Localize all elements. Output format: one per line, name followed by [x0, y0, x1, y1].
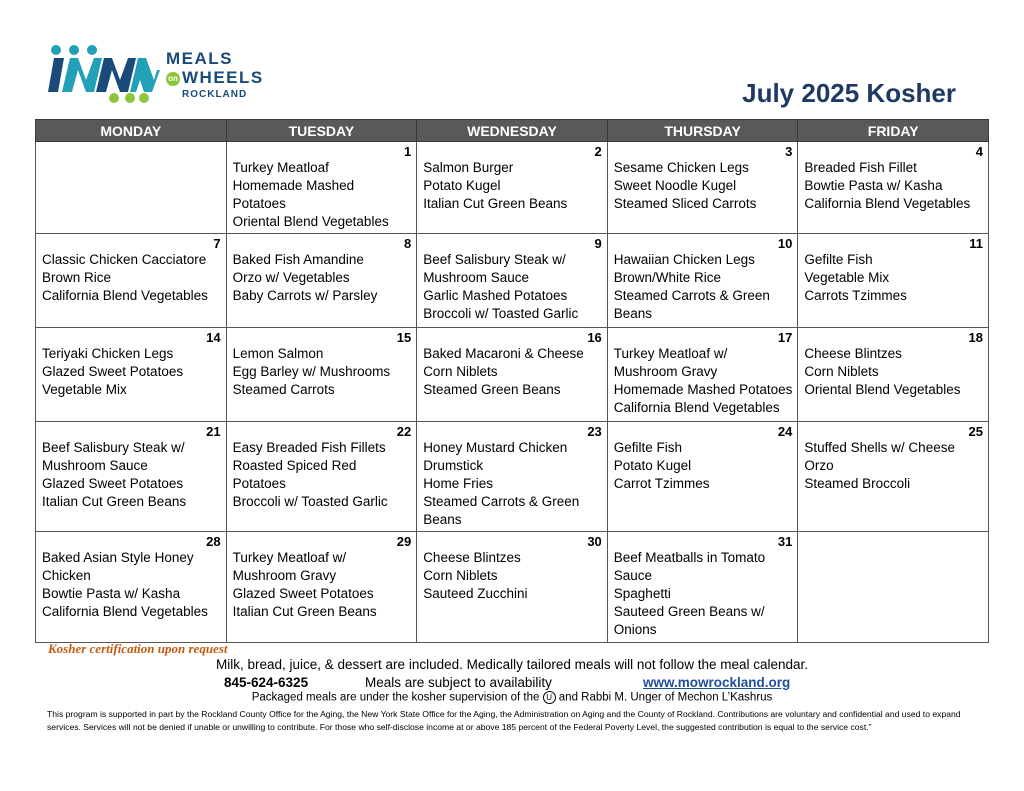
menu-item: Bowtie Pasta w/ Kasha	[42, 586, 181, 601]
menu-item: Mushroom Sauce	[42, 458, 148, 473]
menu-item: Chicken	[42, 568, 91, 583]
day-cell	[417, 142, 608, 234]
day-number: 24	[777, 424, 793, 439]
logo-on-badge: on	[166, 72, 180, 86]
ou-kosher-symbol-icon: U	[543, 691, 556, 704]
day-number: 22	[396, 424, 412, 439]
day-number: 21	[206, 424, 221, 439]
menu-item: Corn Niblets	[423, 364, 498, 379]
menu-item: Salmon Burger	[423, 160, 514, 175]
menu-item: Homemade Mashed Potatoes	[613, 382, 793, 397]
menu-item: Stuffed Shells w/ Cheese	[804, 440, 955, 455]
day-number: 7	[213, 236, 221, 251]
menu-item: Homemade Mashed	[232, 178, 355, 193]
menu-item: Home Fries	[423, 476, 493, 491]
menu-item: Vegetable Mix	[804, 270, 890, 285]
menu-item: Potato Kugel	[423, 178, 501, 193]
menu-item: Carrot Tzimmes	[613, 476, 710, 491]
menu-item: Italian Cut Green Beans	[232, 604, 377, 619]
menu-item: Potato Kugel	[613, 458, 692, 473]
menu-item: Broccoli w/ Toasted Garlic	[232, 494, 388, 509]
menu-item: Baked Asian Style Honey	[42, 550, 194, 565]
day-number: 30	[587, 534, 602, 549]
menu-item: Steamed Carrots	[232, 382, 335, 397]
day-number: 3	[785, 144, 793, 159]
menu-item: Oriental Blend Vegetables	[232, 214, 389, 229]
menu-calendar	[35, 119, 989, 643]
menu-item: Mushroom Gravy	[232, 568, 337, 583]
website-link[interactable]: www.mowrockland.org	[643, 675, 791, 690]
weekday-header: THURSDAY	[607, 120, 798, 142]
menu-item: Steamed Carrots & Green	[423, 494, 580, 509]
menu-item: Potatoes	[232, 196, 286, 211]
page-title: July 2025 Kosher	[742, 78, 956, 108]
menu-item: Brown/White Rice	[613, 270, 722, 285]
day-number: 9	[594, 236, 602, 251]
menu-item: California Blend Vegetables	[42, 288, 208, 303]
menu-item: Sauteed Green Beans w/	[613, 604, 765, 619]
day-number: 28	[206, 534, 221, 549]
logo-wordmark	[166, 50, 264, 100]
menu-item: Steamed Green Beans	[423, 382, 561, 397]
day-cell	[36, 532, 227, 643]
menu-item: Easy Breaded Fish Fillets	[232, 440, 386, 455]
logo-rockland-text: ROCKLAND	[182, 89, 248, 100]
menu-item: Carrots Tzimmes	[804, 288, 907, 303]
phone-number: 845-624-6325	[224, 675, 309, 690]
menu-item: Bowtie Pasta w/ Kasha	[804, 178, 943, 193]
meals-on-wheels-logo	[44, 40, 266, 106]
day-number: 31	[777, 534, 793, 549]
day-cell	[798, 142, 989, 234]
menu-item: Sauce	[613, 568, 653, 583]
day-cell	[417, 532, 608, 643]
menu-item: Beans	[423, 512, 462, 527]
logo-meals-text: MEALS	[166, 49, 233, 68]
menu-item: Vegetable Mix	[42, 382, 127, 397]
day-cell	[226, 422, 417, 532]
menu-item: Sesame Chicken Legs	[613, 160, 749, 175]
day-cell	[36, 422, 227, 532]
menu-item: Broccoli w/ Toasted Garlic	[423, 306, 579, 321]
menu-item: Glazed Sweet Potatoes	[232, 586, 374, 601]
included-items-note: Milk, bread, juice, & dessert are included. Medically tailored meals will not follow the meal calendar.	[215, 657, 809, 672]
week-row	[36, 142, 989, 234]
menu-item: Beef Salisbury Steak w/	[42, 440, 185, 455]
weekday-header: FRIDAY	[798, 120, 989, 142]
kashrus-text-pre: Packaged meals are under the kosher supervision of the	[251, 691, 540, 704]
logo-mark-icon	[44, 40, 164, 106]
day-number: 10	[777, 236, 793, 251]
day-cell	[798, 328, 989, 422]
day-number: 29	[396, 534, 412, 549]
day-cell	[607, 234, 798, 328]
day-cell	[607, 422, 798, 532]
day-number: 8	[403, 236, 412, 251]
menu-item: Sweet Noodle Kugel	[613, 178, 737, 193]
menu-item: Roasted Spiced Red	[232, 458, 357, 473]
weekday-header: TUESDAY	[226, 120, 417, 142]
menu-item: California Blend Vegetables	[804, 196, 971, 211]
week-row	[36, 328, 989, 422]
menu-item: Beef Salisbury Steak w/	[423, 252, 566, 267]
menu-item: Baked Macaroni & Cheese	[423, 346, 584, 361]
menu-item: Italian Cut Green Beans	[423, 196, 568, 211]
calendar-body	[36, 142, 989, 643]
day-number: 1	[403, 144, 412, 159]
day-cell	[798, 422, 989, 532]
day-cell	[226, 142, 417, 234]
day-cell	[36, 142, 227, 234]
menu-item: Orzo	[804, 458, 834, 473]
day-number	[42, 144, 221, 159]
menu-item: Steamed Broccoli	[804, 476, 911, 491]
menu-item: Egg Barley w/ Mushrooms	[232, 364, 391, 379]
day-cell	[417, 422, 608, 532]
day-cell	[226, 532, 417, 643]
menu-item: Corn Niblets	[804, 364, 879, 379]
menu-item: Baby Carrots w/ Parsley	[232, 288, 378, 303]
menu-item: Onions	[613, 622, 657, 637]
logo-wheels-text: WHEELS	[182, 68, 264, 87]
menu-item: Classic Chicken Cacciatore	[42, 252, 207, 267]
menu-item: Steamed Carrots & Green	[613, 288, 770, 303]
day-cell	[607, 328, 798, 422]
kosher-certification-note: Kosher certification upon request	[48, 641, 228, 656]
menu-item: Glazed Sweet Potatoes	[42, 476, 184, 491]
day-number	[804, 534, 983, 549]
availability-note: Meals are subject to availability	[365, 675, 552, 690]
day-number: 14	[206, 330, 221, 345]
menu-item: Baked Fish Amandine	[232, 252, 364, 267]
menu-item: California Blend Vegetables	[613, 400, 780, 415]
day-number: 15	[396, 330, 412, 345]
fine-print: This program is supported in part by the Rockland County Office for the Aging, the New York State Office for the Aging, the Administration on Aging and the County of Rockland. Contributions are voluntary and confidential and used to expand services. Services will not be denied if unable or unwilling to contribute. For those who self-disclose income at or above 185 percent of the Federal Poverty Level, the suggested contribution is equal to the service cost.”	[47, 709, 961, 732]
menu-item: Oriental Blend Vegetables	[804, 382, 961, 397]
day-cell	[226, 234, 417, 328]
menu-item: Glazed Sweet Potatoes	[42, 364, 184, 379]
menu-item: Orzo w/ Vegetables	[232, 270, 350, 285]
menu-item: Brown Rice	[42, 270, 112, 285]
menu-item: Gefilte Fish	[613, 440, 683, 455]
menu-item: Garlic Mashed Potatoes	[423, 288, 568, 303]
menu-item: Mushroom Gravy	[613, 364, 718, 379]
weekday-header: WEDNESDAY	[417, 120, 608, 142]
menu-item: Hawaiian Chicken Legs	[613, 252, 755, 267]
menu-item: Cheese Blintzes	[804, 346, 902, 361]
menu-item: Cheese Blintzes	[423, 550, 521, 565]
day-cell	[607, 532, 798, 643]
menu-item: Breaded Fish Fillet	[804, 160, 917, 175]
week-row	[36, 422, 989, 532]
menu-item: Steamed Sliced Carrots	[613, 196, 757, 211]
day-number: 16	[587, 330, 602, 345]
day-number: 17	[777, 330, 793, 345]
menu-item: Drumstick	[423, 458, 484, 473]
logo-wheels-line	[166, 69, 264, 86]
week-row	[36, 532, 989, 643]
menu-item: Corn Niblets	[423, 568, 498, 583]
menu-item: Gefilte Fish	[804, 252, 873, 267]
menu-item: Turkey Meatloaf	[232, 160, 329, 175]
menu-item: Beans	[613, 306, 653, 321]
menu-item: Turkey Meatloaf w/	[613, 346, 728, 361]
day-cell	[607, 142, 798, 234]
day-number: 4	[975, 144, 983, 159]
menu-item: Italian Cut Green Beans	[42, 494, 187, 509]
menu-item: Potatoes	[232, 476, 286, 491]
day-number: 18	[968, 330, 983, 345]
day-cell	[36, 234, 227, 328]
week-row	[36, 234, 989, 328]
menu-item: Turkey Meatloaf w/	[232, 550, 347, 565]
day-cell	[36, 328, 227, 422]
day-number: 2	[594, 144, 602, 159]
day-number: 11	[969, 236, 983, 251]
menu-item: Beef Meatballs in Tomato	[613, 550, 766, 565]
menu-item: California Blend Vegetables	[42, 604, 208, 619]
day-number: 23	[587, 424, 602, 439]
menu-item: Sauteed Zucchini	[423, 586, 528, 601]
day-number: 25	[968, 424, 983, 439]
menu-item: Spaghetti	[613, 586, 671, 601]
day-cell	[798, 532, 989, 643]
menu-item: Mushroom Sauce	[423, 270, 529, 285]
day-cell	[798, 234, 989, 328]
weekday-header: MONDAY	[36, 120, 227, 142]
day-cell	[417, 234, 608, 328]
menu-item: Lemon Salmon	[232, 346, 324, 361]
kashrus-note	[0, 691, 1024, 704]
day-cell	[226, 328, 417, 422]
menu-item: Honey Mustard Chicken	[423, 440, 568, 455]
menu-item: Teriyaki Chicken Legs	[42, 346, 174, 361]
day-cell	[417, 328, 608, 422]
weekday-header-row	[36, 120, 989, 142]
kashrus-text-post: and Rabbi M. Unger of Mechon L’Kashrus	[558, 691, 773, 704]
